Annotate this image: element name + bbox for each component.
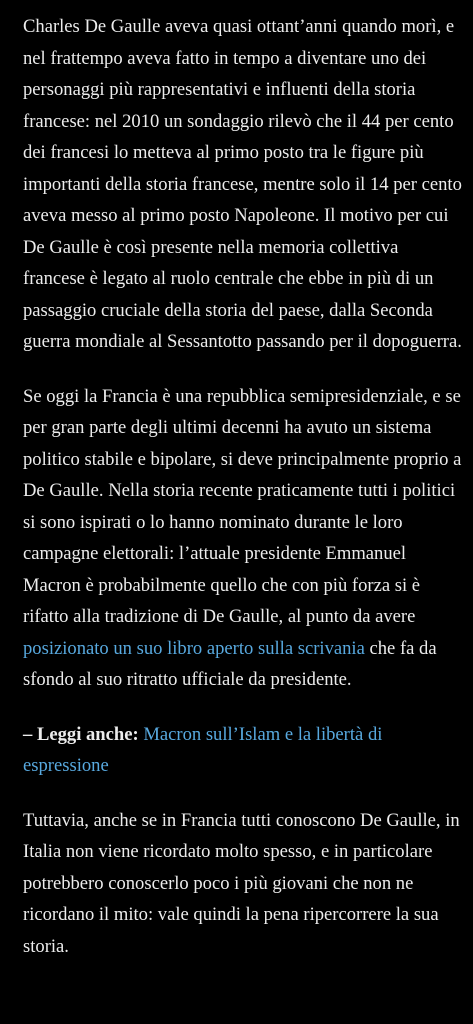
- paragraph-text: che fa da sfondo al suo ritratto ufficiale da presidente.: [23, 637, 437, 690]
- paragraph-intro: Charles De Gaulle aveva quasi ottant’anni quando morì, e nel frattempo aveva fatto in tempo a diventare uno dei personaggi più rappresentativi e influenti della storia francese: nel 2010 un sondaggio rilevò che il 44 per cento dei francesi lo metteva al primo posto tra le figure più importanti della storia francese, mentre solo il 14 per cento aveva messo al primo posto Napoleone. Il motivo per cui De Gaulle è così presente nella memoria collettiva francese è legato al ruolo centrale che ebbe in più di un passaggio cruciale della storia del paese, dalla Seconda guerra mondiale al Sessantotto passando per il dopoguerra.: [23, 16, 462, 352]
- link-libro-scrivania[interactable]: posizionato un suo libro aperto sulla scrivania: [23, 637, 365, 659]
- paragraph-text: Se oggi la Francia è una repubblica semipresidenziale, e se per gran parte degli ultimi decenni ha avuto un sistema politico stabile e bipolare, si deve principalmente proprio a De Gaulle. Nella storia recente praticamente tutti i politici si sono ispirati o lo hanno nominato durante le loro campagne elettorali: l’attuale presidente Emmanuel Macron è probabilmente quello che con più forza si è rifatto alla tradizione di De Gaulle, al punto da avere: [23, 385, 462, 627]
- read-also-link[interactable]: Macron sull’Islam e la libertà di espressione: [23, 723, 383, 776]
- paragraph-italia: Tuttavia, anche se in Francia tutti conoscono De Gaulle, in Italia non viene ricordato molto spesso, e in particolare potrebbero conoscerlo poco i più giovani che non ne ricordano il mito: vale quindi la pena ripercorrere la sua storia.: [23, 809, 460, 957]
- read-also-label: – Leggi anche:: [23, 723, 139, 745]
- read-also: [23, 719, 463, 782]
- article-body: [23, 11, 463, 962]
- paragraph-macron: [23, 381, 463, 696]
